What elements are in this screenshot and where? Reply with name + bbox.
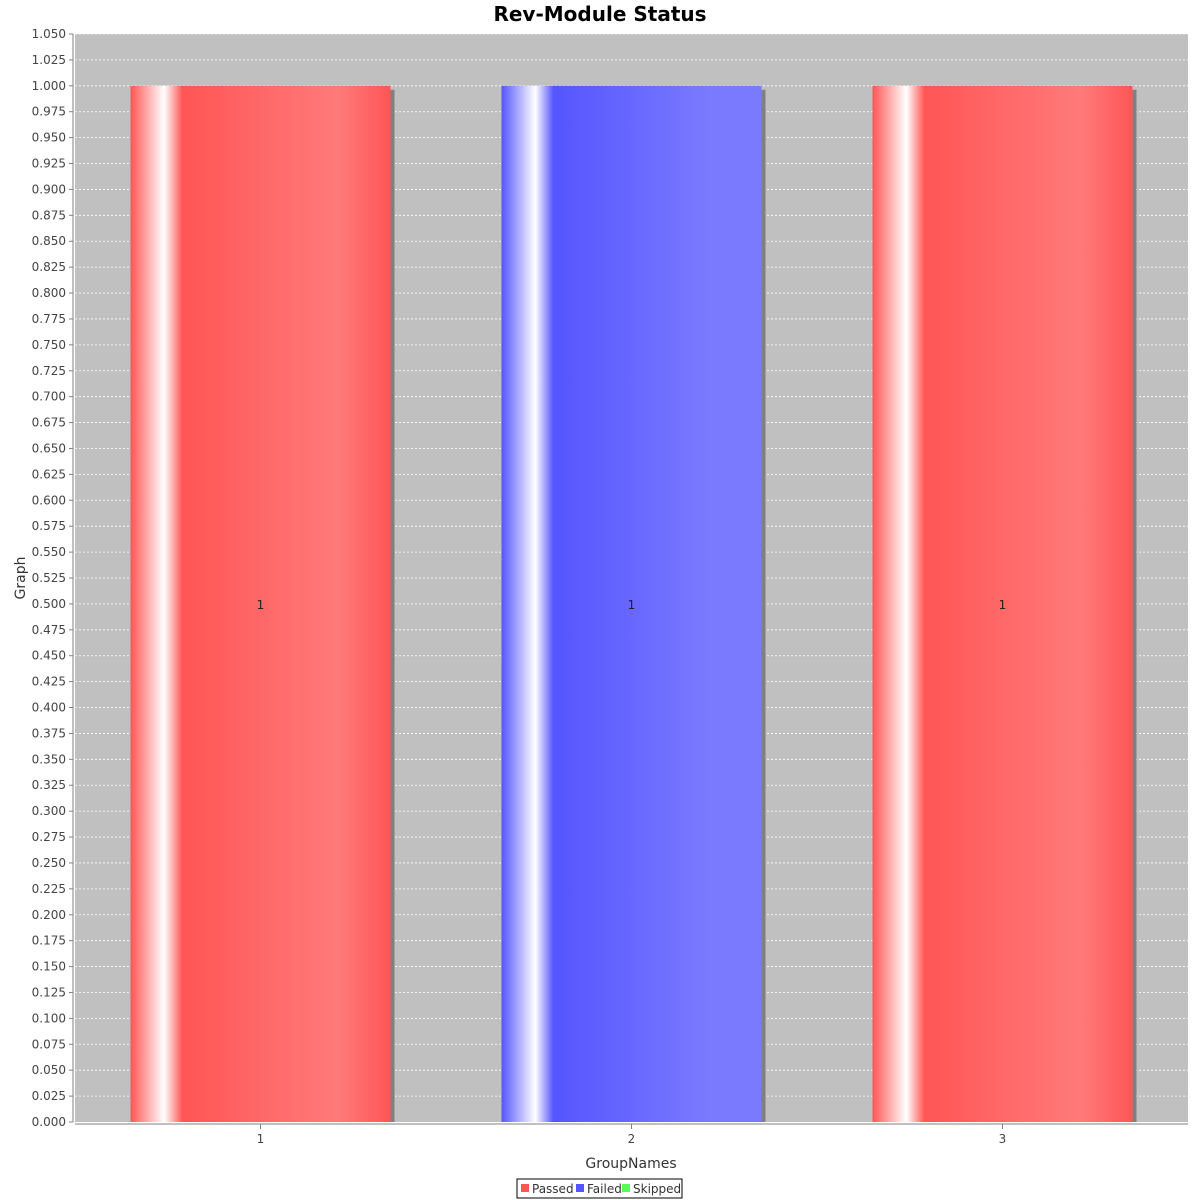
x-tick-label: 1 [256, 1132, 265, 1146]
y-tick-label: 0.225 [31, 881, 66, 896]
y-tick-label: 0.400 [31, 700, 66, 715]
y-tick-label: 0.650 [31, 441, 66, 456]
y-tick-label: 0.075 [31, 1037, 66, 1052]
y-tick-label: 0.825 [31, 260, 66, 275]
legend-swatch-failed [576, 1184, 584, 1192]
y-tick-label: 1.050 [31, 27, 66, 41]
y-tick-label: 0.100 [31, 1011, 66, 1026]
y-tick-label: 0.925 [31, 156, 66, 171]
bar-data-label: 1 [627, 597, 636, 612]
y-tick-label: 0.800 [31, 286, 66, 301]
legend-swatch-skipped [622, 1184, 630, 1192]
y-tick-label: 0.750 [31, 337, 66, 352]
y-tick-label: 0.875 [31, 208, 66, 223]
y-tick-label: 0.250 [31, 855, 66, 870]
chart-title: Rev-Module Status [493, 2, 707, 26]
y-tick-label: 0.850 [31, 234, 66, 249]
y-tick-label: 0.125 [31, 985, 66, 1000]
legend-label-passed: Passed [532, 1182, 574, 1196]
y-tick-label: 0.600 [31, 493, 66, 508]
y-tick-label: 0.775 [31, 311, 66, 326]
y-tick-label: 0.425 [31, 674, 66, 689]
y-tick-label: 0.725 [31, 363, 66, 378]
y-tick-label: 0.625 [31, 467, 66, 482]
y-tick-label: 0.900 [31, 182, 66, 197]
y-tick-label: 0.700 [31, 389, 66, 404]
y-tick-label: 0.275 [31, 830, 66, 845]
x-tick-label: 3 [998, 1132, 1007, 1146]
y-tick-label: 0.975 [31, 104, 66, 119]
y-tick-label: 0.300 [31, 804, 66, 819]
legend-label-skipped: Skipped [633, 1182, 682, 1196]
y-tick-label: 0.575 [31, 519, 66, 534]
x-axis-label: GroupNames [585, 1156, 677, 1172]
y-tick-label: 0.525 [31, 571, 66, 585]
y-tick-label: 0.325 [31, 778, 66, 793]
legend-label-failed: Failed [587, 1182, 622, 1196]
y-tick-label: 0.500 [31, 596, 66, 611]
x-axis-ticks [257, 1124, 1007, 1146]
y-axis-label: Graph [13, 556, 29, 600]
y-tick-label: 1.025 [31, 52, 66, 67]
y-tick-label: 0.025 [31, 1089, 66, 1104]
y-tick-label: 0.150 [31, 959, 66, 974]
legend [517, 1179, 682, 1198]
legend-swatch-passed [521, 1184, 529, 1192]
y-axis-ticks [32, 27, 73, 1129]
y-tick-label: 0.550 [31, 545, 66, 560]
bar-data-label: 1 [998, 597, 1007, 612]
y-tick-label: 0.450 [31, 648, 66, 663]
y-tick-label: 0.350 [31, 752, 66, 767]
bar-data-label: 1 [256, 597, 265, 612]
y-tick-label: 0.000 [31, 1115, 66, 1129]
y-tick-label: 0.200 [31, 907, 66, 922]
y-tick-label: 1.000 [31, 78, 66, 93]
y-tick-label: 0.950 [31, 130, 66, 145]
y-tick-label: 0.675 [31, 415, 66, 430]
y-tick-label: 0.475 [31, 622, 66, 637]
y-tick-label: 0.175 [31, 933, 66, 948]
y-tick-label: 0.050 [31, 1063, 66, 1078]
x-tick-label: 2 [627, 1132, 636, 1146]
y-tick-label: 0.375 [31, 726, 66, 741]
